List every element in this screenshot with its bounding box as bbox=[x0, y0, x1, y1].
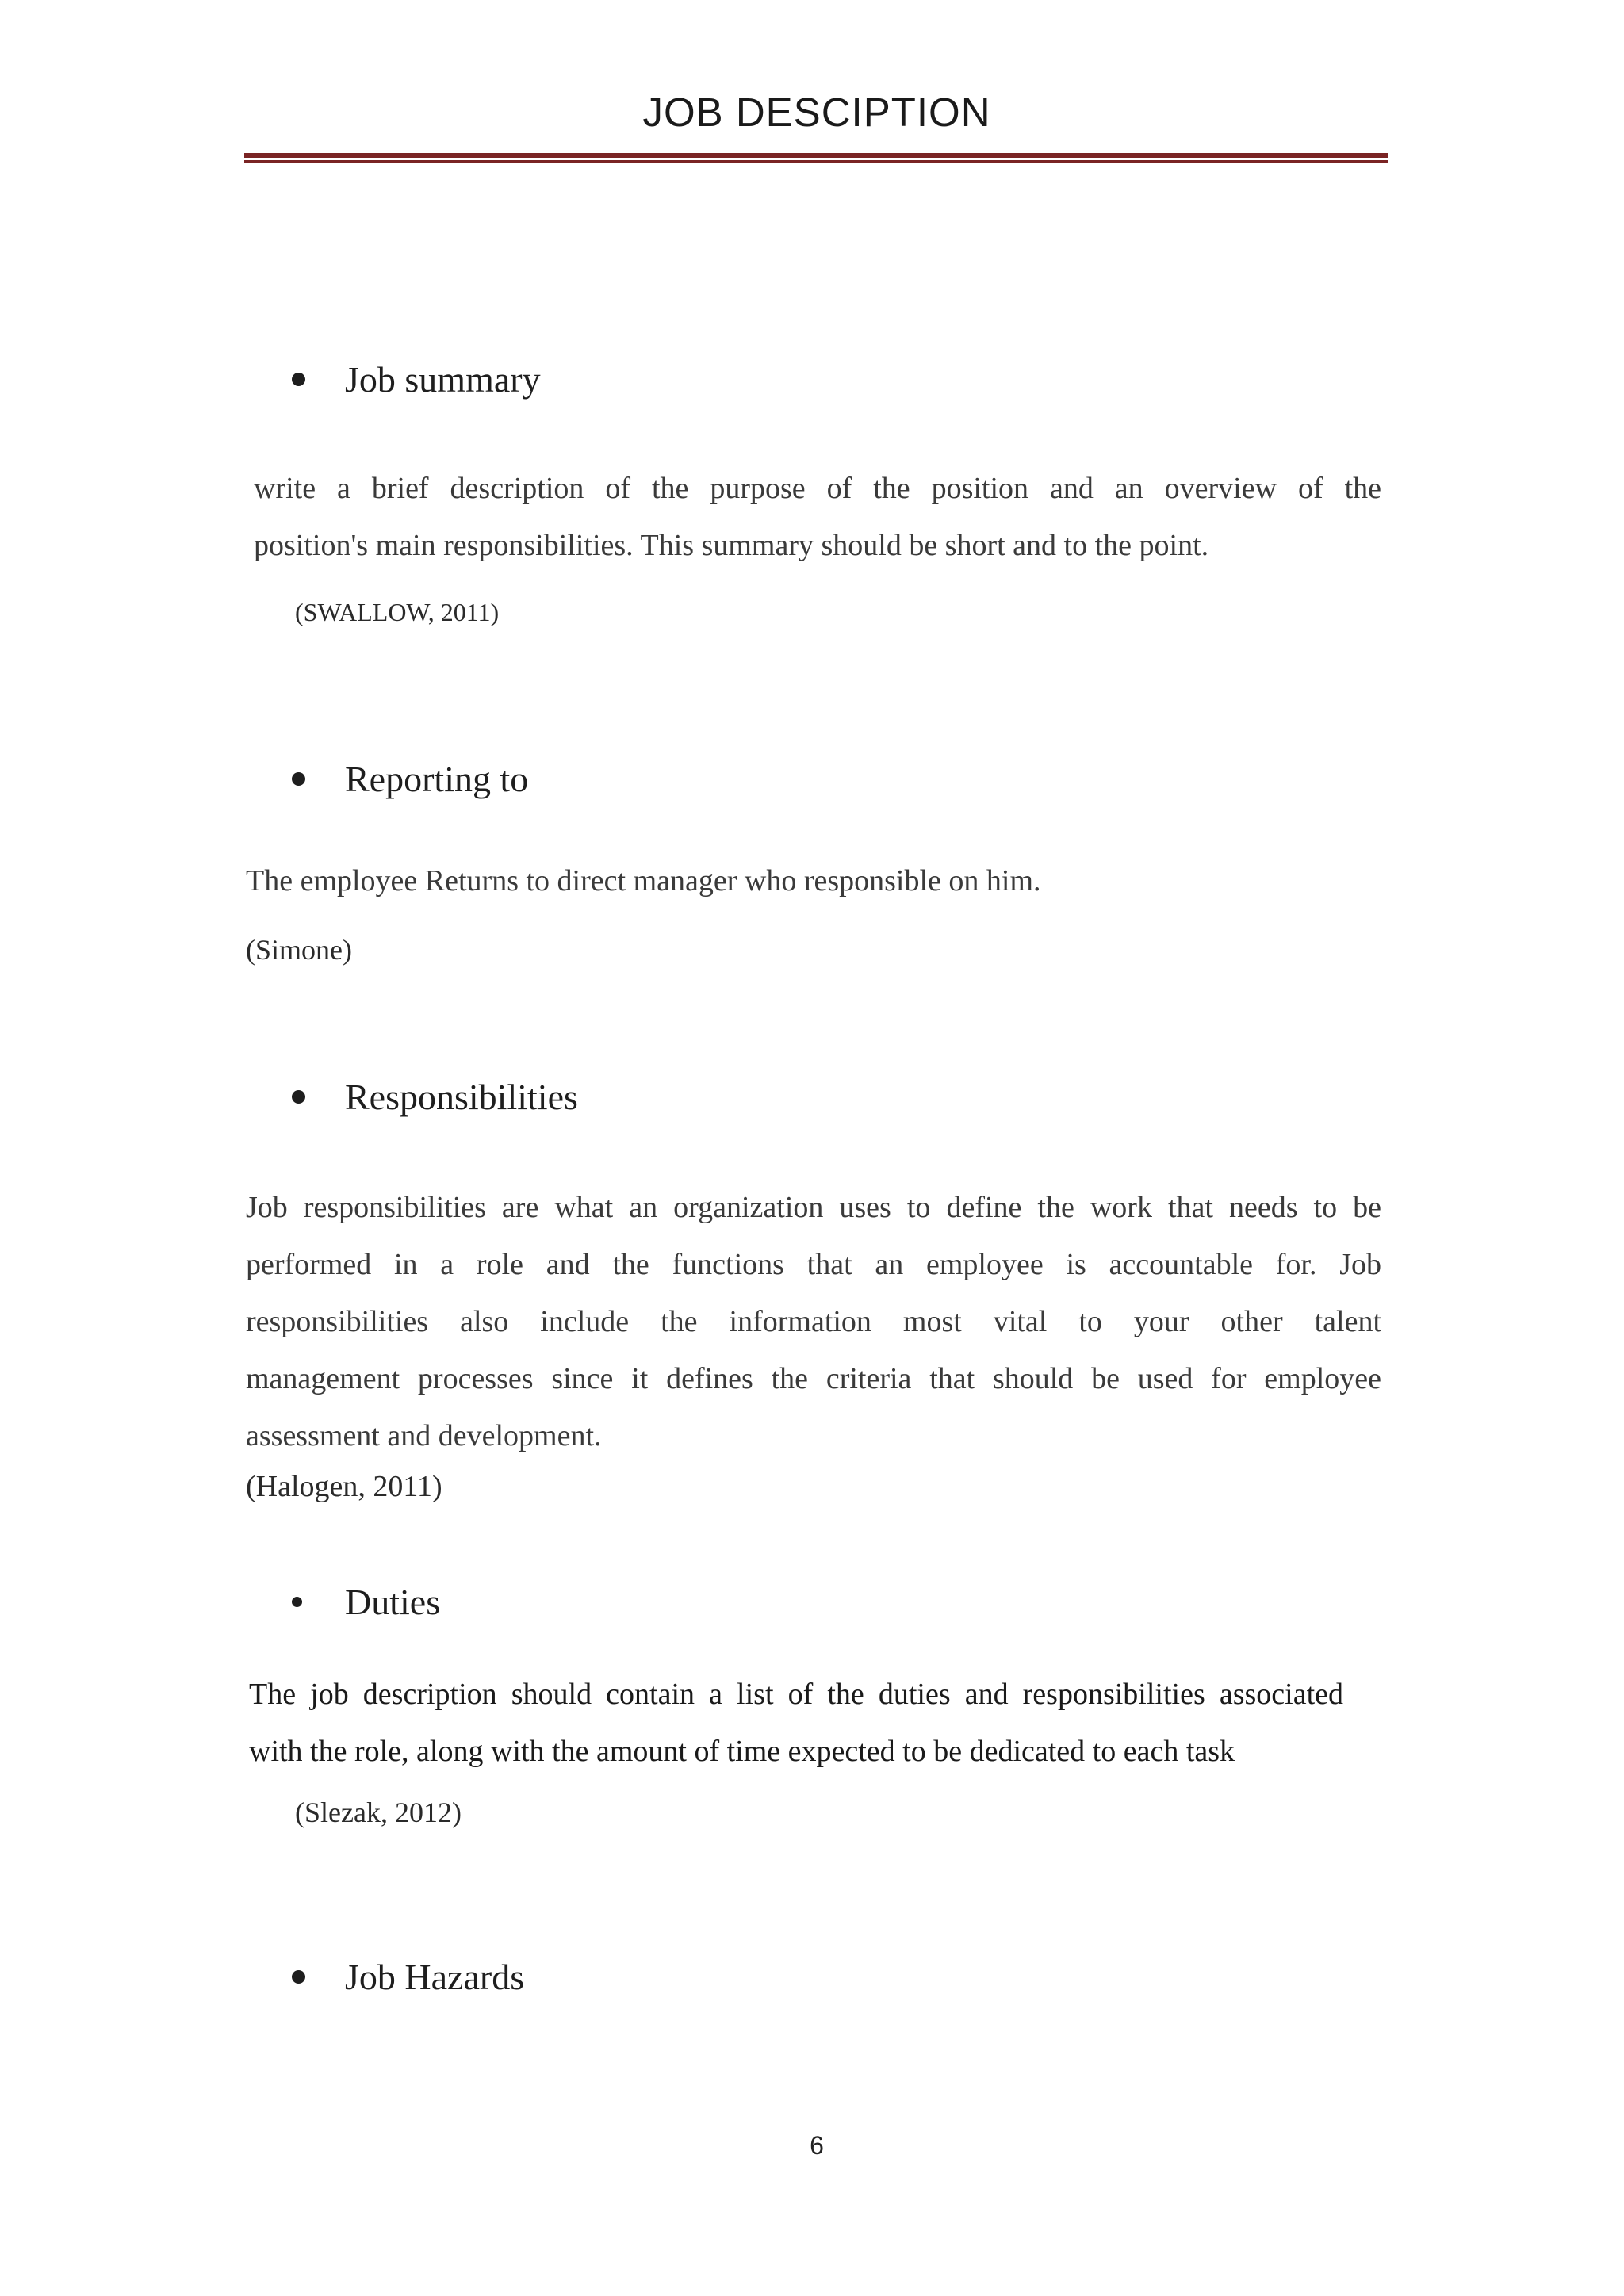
section-body-responsibilities bbox=[246, 1179, 1381, 1464]
section-heading-text: Reporting to bbox=[345, 759, 529, 799]
section-heading-job-hazards bbox=[292, 1956, 524, 1998]
section-heading-text: Job Hazards bbox=[345, 1957, 525, 1997]
section-body-duties bbox=[249, 1666, 1343, 1780]
citation: (Simone) bbox=[246, 934, 352, 966]
bullet-icon bbox=[292, 772, 305, 786]
section-heading-job-summary bbox=[292, 358, 541, 400]
body-line: The employee Returns to direct manager who responsible on him. bbox=[246, 864, 1041, 897]
body-line: performed in a role and the functions that an employee is accountable for. Job bbox=[246, 1248, 1381, 1281]
section-body-job-summary bbox=[254, 460, 1381, 574]
body-line: position's main responsibilities. This summary should be short and to the point. bbox=[254, 529, 1209, 562]
body-line: management processes since it defines the criteria that should be used for employee bbox=[246, 1362, 1381, 1395]
section-heading-text: Responsibilities bbox=[345, 1077, 578, 1117]
header-rule-thin bbox=[244, 160, 1388, 163]
bullet-icon bbox=[292, 1597, 302, 1607]
bullet-icon bbox=[292, 1090, 305, 1104]
body-line: The job description should contain a list of the duties and responsibilities associated bbox=[249, 1678, 1343, 1711]
body-line: write a brief description of the purpose of the position and an overview of the bbox=[254, 472, 1381, 505]
bullet-icon bbox=[292, 1970, 305, 1984]
body-line: assessment and development. bbox=[246, 1419, 602, 1452]
header-rule bbox=[244, 153, 1388, 158]
section-body-reporting-to bbox=[246, 852, 1381, 909]
citation: (Slezak, 2012) bbox=[295, 1797, 462, 1828]
section-heading-duties bbox=[292, 1581, 440, 1623]
citation: (Halogen, 2011) bbox=[246, 1470, 442, 1503]
body-line: Job responsibilities are what an organization uses to define the work that needs to be bbox=[246, 1191, 1381, 1224]
section-heading-reporting-to bbox=[292, 758, 528, 800]
section-heading-text: Duties bbox=[345, 1582, 441, 1622]
page-title: JOB DESCIPTION bbox=[642, 90, 991, 135]
body-line: responsibilities also include the information most vital to your other talent bbox=[246, 1305, 1381, 1338]
citation: (SWALLOW, 2011) bbox=[295, 598, 500, 626]
body-line: with the role, along with the amount of time expected to be dedicated to each task bbox=[249, 1735, 1235, 1768]
page-number: 6 bbox=[810, 2131, 824, 2160]
section-heading-text: Job summary bbox=[345, 359, 541, 400]
bullet-icon bbox=[292, 373, 305, 386]
section-heading-responsibilities bbox=[292, 1076, 578, 1118]
